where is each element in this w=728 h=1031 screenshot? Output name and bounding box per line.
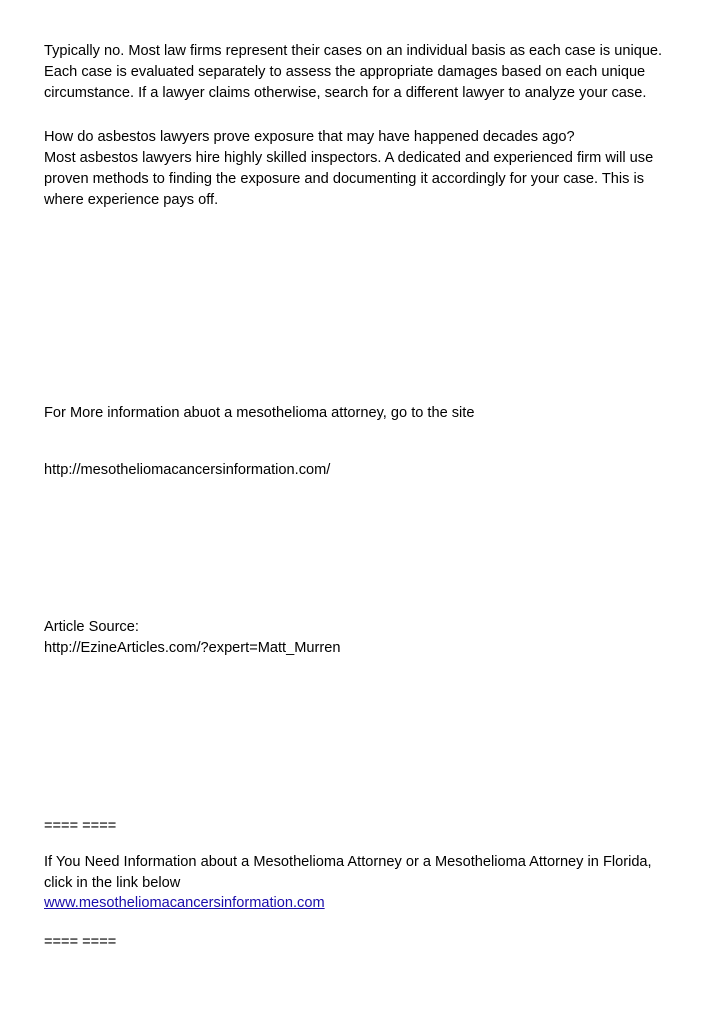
website-link[interactable]: www.mesotheliomacancersinformation.com <box>44 895 325 911</box>
paragraph1-line1: Typically no. Most law firms represent their cases on an individual basis as each case is unique. <box>44 43 663 59</box>
separator-bottom: ==== ==== <box>44 934 117 950</box>
cta-link[interactable] <box>44 893 325 913</box>
paragraph1-line2: Each case is evaluated separately to assess the appropriate damages based on each unique <box>44 64 646 80</box>
site-url-text: http://mesotheliomacancersinformation.com/ <box>44 462 331 478</box>
separator-top: ==== ==== <box>44 818 117 834</box>
article-source-label: Article Source: <box>44 619 139 635</box>
more-info-text: For More information abuot a mesothelioma attorney, go to the site <box>44 405 475 421</box>
paragraph1-line3: circumstance. If a lawyer claims otherwise, search for a different lawyer to analyze your case. <box>44 85 647 101</box>
cta-line1: If You Need Information about a Mesothelioma Attorney or a Mesothelioma Attorney in Florida, <box>44 854 652 870</box>
cta-line2: click in the link below <box>44 875 181 891</box>
answer-line3: where experience pays off. <box>44 192 219 208</box>
article-source-url: http://EzineArticles.com/?expert=Matt_Murren <box>44 640 341 656</box>
answer-line1: Most asbestos lawyers hire highly skilled inspectors. A dedicated and experienced firm will use <box>44 150 654 166</box>
answer-line2: proven methods to finding the exposure and documenting it accordingly for your case. This is <box>44 171 645 187</box>
question-heading: How do asbestos lawyers prove exposure that may have happened decades ago? <box>44 129 575 145</box>
